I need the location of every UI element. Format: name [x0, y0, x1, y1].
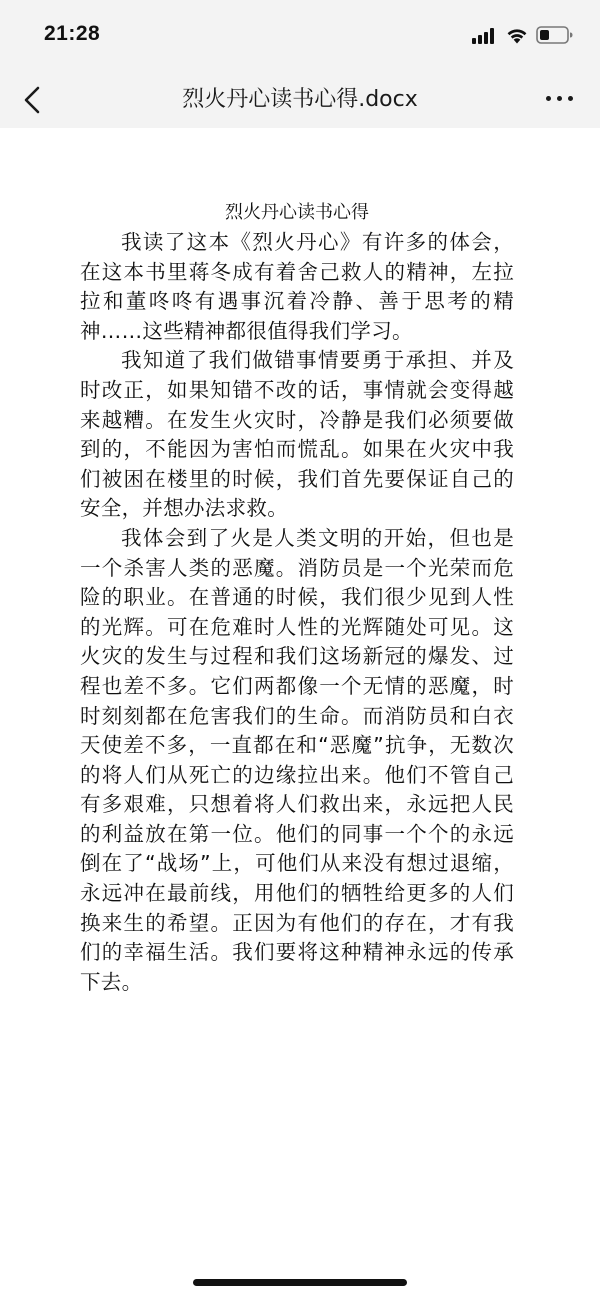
- more-dots-icon: [546, 96, 551, 101]
- navigation-bar: [0, 72, 600, 128]
- chevron-left-icon: [14, 78, 54, 122]
- more-options-button[interactable]: [540, 84, 580, 114]
- document-title: 烈火丹心读书心得: [225, 202, 369, 223]
- status-time: 21:28: [44, 22, 101, 45]
- back-button[interactable]: [14, 78, 54, 122]
- cellular-signal-icon: [472, 28, 496, 44]
- battery-icon: [536, 26, 574, 44]
- document-body: [80, 200, 514, 997]
- wifi-icon: [505, 25, 529, 45]
- paragraph: 我体会到了火是人类文明的开始，但也是一个杀害人类的恶魔。消防员是一个光荣而危险的职业。在普通的时候，我们很少见到人性的光辉。可在危难时人性的光辉随处可见。这火灾的发生与过程和我们这场新冠的爆发、过程也差不多。它们两都像一个无情的恶魔，时时刻刻都在危害我们的生命。而消防员和白衣天使差不多，一直都在和“恶魔”抗争，无数次的将人们从死亡的边缘拉出来。他们不管自己有多艰难，只想着将人们救出来，永远把人民的利益放在第一位。他们的同事一个个的永远倒在了“战场”上，可他们从来没有想过退缩，永远冲在最前线，用他们的牺牲给更多的人们换来生的希望。正因为有他们的存在，才有我们的幸福生活。我们要将这种精神永远的传承下去。: [80, 525, 514, 994]
- document-filename: 烈火丹心读书心得.docx: [182, 87, 418, 112]
- paragraph: 我读了这本《烈火丹心》有许多的体会，在这本书里蒋冬成有着舍己救人的精神，左拉拉和董咚咚有遇事沉着冷静、善于思考的精神……这些精神都很值得我们学习。: [80, 230, 514, 343]
- status-bar: [0, 0, 600, 72]
- home-indicator[interactable]: [193, 1279, 407, 1286]
- paragraph: 我知道了我们做错事情要勇于承担、并及时改正，如果知错不改的话，事情就会变得越来越糟。在发生火灾时，冷静是我们必须要做到的，不能因为害怕而慌乱。如果在火灾中我们被困在楼里的时候，我们首先要保证自己的安全，并想办法求救。: [80, 348, 514, 521]
